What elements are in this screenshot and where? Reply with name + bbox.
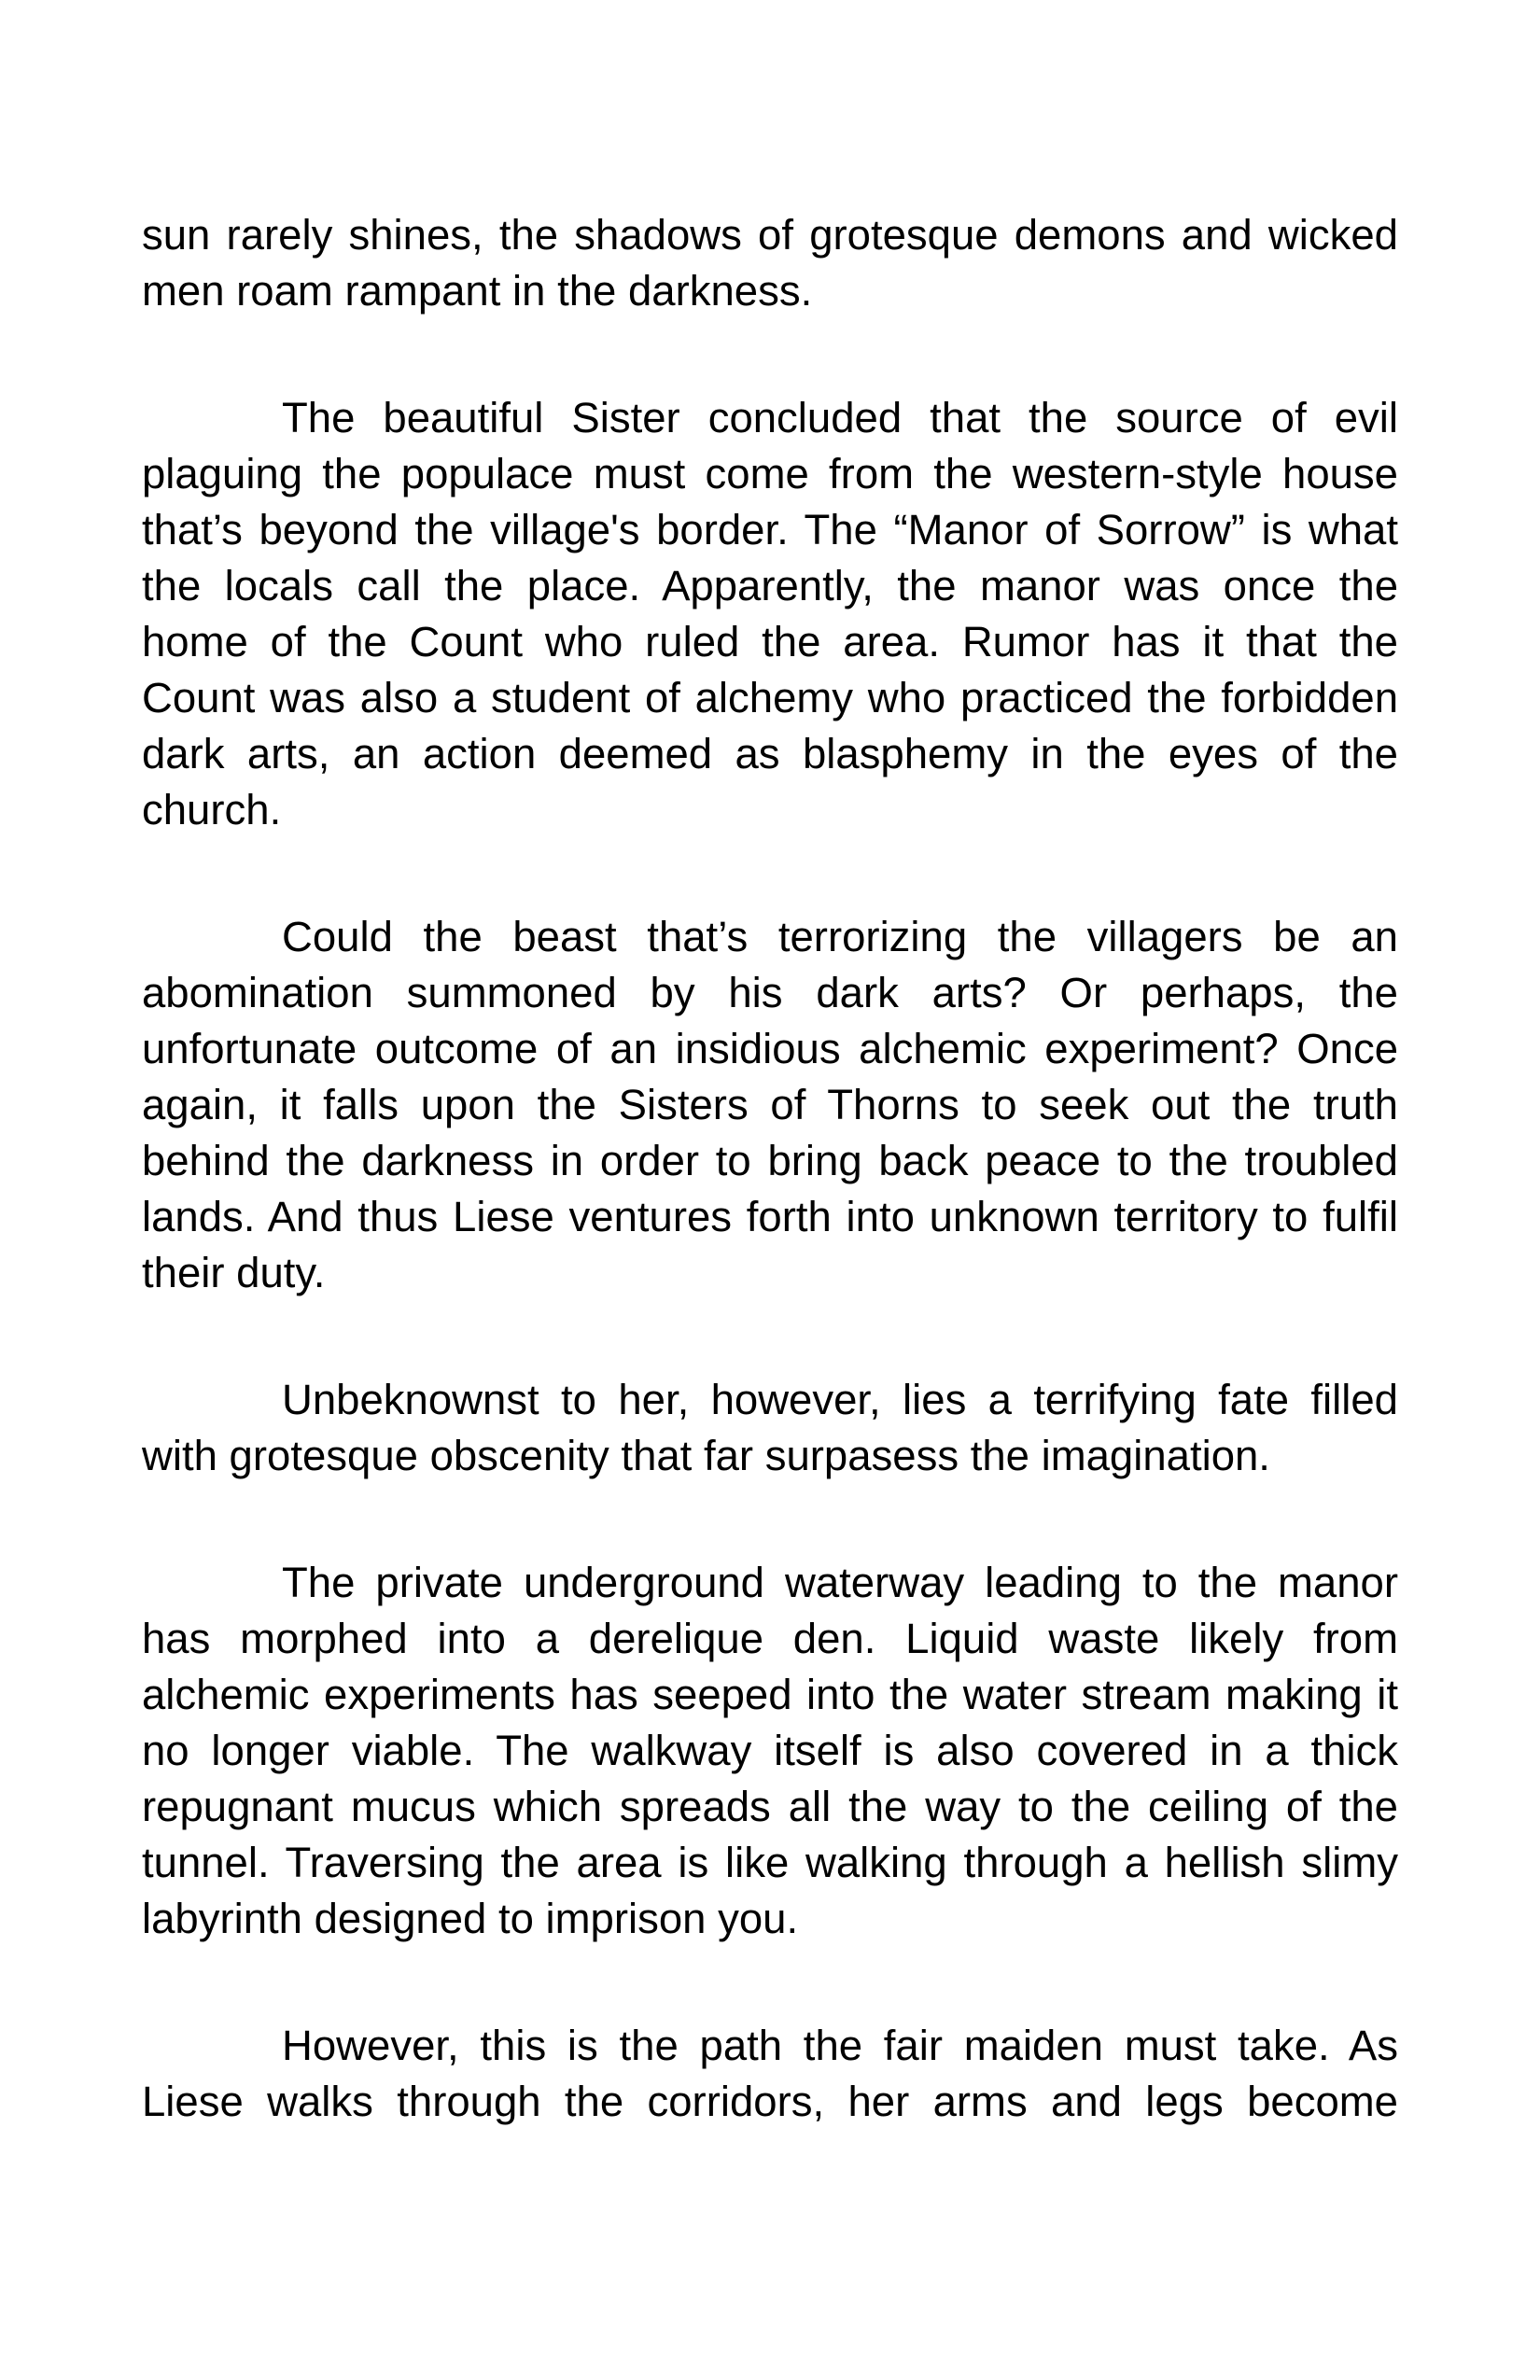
paragraph-continues-next-page: However, this is the path the fair maiden must take. As Liese walks through the corridors, her arms and legs become — [142, 2022, 1398, 2125]
text-column — [142, 207, 1398, 2130]
paragraph: The private underground waterway leading to the manor has morphed into a derelique den. Liquid waste likely from alchemic experiments has seeped into the water stream making it no longer viable. The walkway itself is also covered in a thick repugnant mucus which spreads all the way to the ceiling of the tunnel. Traversing the area is like walking through a hellish slimy labyrinth designed to imprison you. — [142, 1559, 1398, 1942]
paragraph: The beautiful Sister concluded that the source of evil plaguing the populace must come from the western-style house that’s beyond the village's border. The “Manor of Sorrow” is what the locals call the place. Apparently, the manor was once the home of the Count who ruled the area. Rumor has it that the Count was also a student of alchemy who practiced the forbidden dark arts, an action deemed as blasphemy in the eyes of the church. — [142, 394, 1398, 833]
paragraph: Could the beast that’s terrorizing the villagers be an abomination summoned by his dark arts? Or perhaps, the unfortunate outcome of an insidious alchemic experiment? Once again, it falls upon the Sisters of Thorns to seek out the truth behind the darkness in order to bring back peace to the troubled lands. And thus Liese ventures forth into unknown territory to fulfil their duty. — [142, 913, 1398, 1296]
paragraph-continuation: sun rarely shines, the shadows of grotesque demons and wicked men roam rampant in the darkness. — [142, 211, 1398, 315]
paragraph: Unbeknownst to her, however, lies a terrifying fate filled with grotesque obscenity that far surpasess the imagination. — [142, 1376, 1398, 1479]
